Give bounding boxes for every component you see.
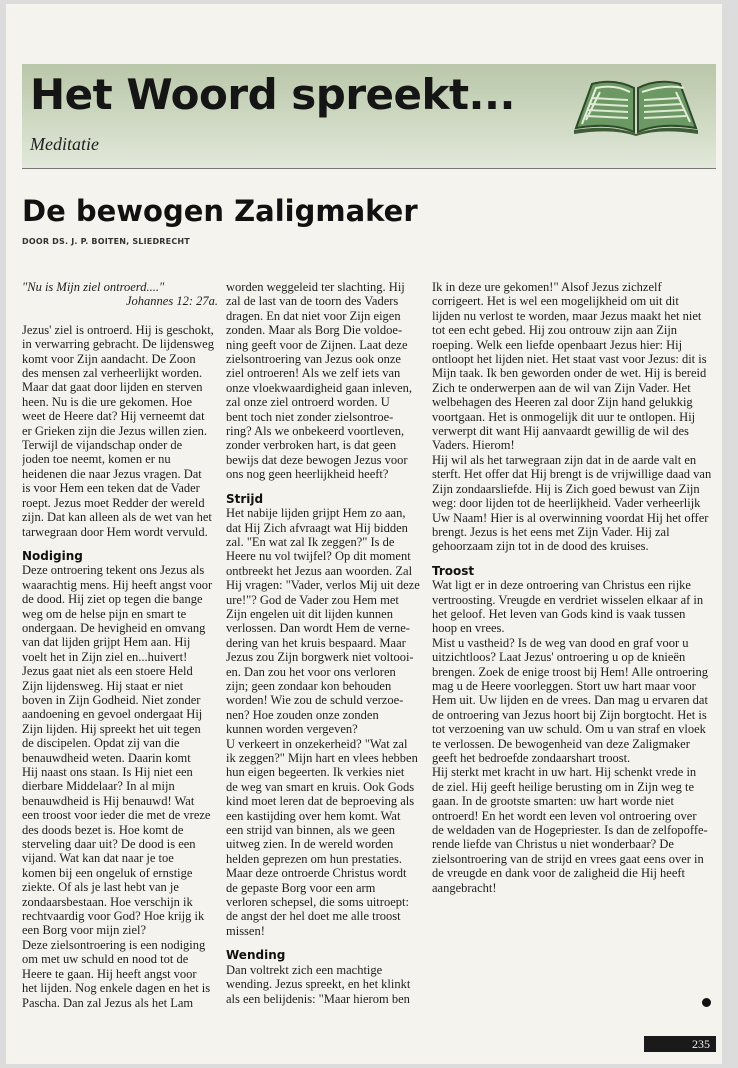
text-line: zal onze ziel ontroerd worden. U: [226, 395, 390, 410]
text-line: een kastijding over hem komt. Wat: [226, 808, 401, 823]
text-line: zondaarsbestaan. Hoe verschijn ik: [22, 894, 193, 909]
text-line: Maar deze ontroerde Christus wordt: [226, 866, 407, 881]
text-line: ure!"? God de Vader zou Hem met: [226, 592, 399, 607]
text-line: hoop en vrees.: [432, 621, 505, 636]
text-line: gehoorzaam zijn tot in de dood des kruises.: [432, 539, 649, 554]
text-line: Deze zielsontroering is een nodiging: [22, 937, 206, 952]
text-line: en. Dan zou het voor ons verloren: [226, 664, 396, 679]
text-line: Wat ligt er in deze ontroering van Christus een rijke: [432, 578, 691, 593]
text-line: kind moet leren dat de beproeving als: [226, 794, 415, 809]
text-line: te verlossen. De bewogenheid van deze Zaligmaker: [432, 736, 690, 751]
text-line: de weldaden van de Hogepriester. Is dan de zelfopoffe-: [432, 823, 708, 838]
text-line: waarachtig mens. Hij heeft angst voor: [22, 577, 213, 592]
text-line: tarwegraan door Hem wordt vervuld.: [22, 524, 208, 539]
text-line: komt voor Zijn aandacht. De Zoon: [22, 351, 196, 366]
text-line: sterveling daar uit? De dood is een: [22, 837, 196, 852]
text-line: bent toch niet zonder zielsontroe-: [226, 409, 394, 424]
text-line: ning geeft voor de Zijnen. Laat deze: [226, 337, 408, 352]
text-line: voelt het in Zijn ziel en...huivert!: [22, 649, 188, 664]
text-line: Zijn zondaarsliefde. Hij is Zich goed bewust van Zijn: [432, 481, 700, 496]
section-heading: Troost: [432, 563, 475, 578]
text-line: hun eigen begeerten. Ik verkies niet: [226, 765, 405, 780]
text-line: Pascha. Dan zal Jezus als het Lam: [22, 995, 194, 1010]
text-line: aangebracht!: [432, 880, 497, 895]
text-line: Heere te gaan. Hij heeft angst voor: [22, 966, 197, 981]
text-column-2: [226, 280, 426, 1006]
text-line: roeping. Welk een liefde openbaart Jezus hier: Hij: [432, 337, 683, 352]
text-line: ontroerd! En het wordt een leven vol ontroering over: [432, 808, 697, 823]
masthead-banner: [22, 64, 716, 168]
text-line: zonder verbroken hart, is dat geen: [226, 438, 397, 453]
text-line: de ziel. Hij geeft heilige berusting om in Zijn weg te: [432, 779, 695, 794]
section-heading: Strijd: [226, 491, 264, 506]
text-line: er Grieken zijn die Jezus willen zien.: [22, 423, 207, 438]
text-line: tot verzoening van uw schuld. Om u van straf en vloek: [432, 722, 706, 737]
masthead-title: Het Woord spreekt...: [30, 70, 515, 119]
text-line: aandoening en gevoel ondergaat Hij: [22, 707, 203, 722]
article-byline: DOOR DS. J. P. BOITEN, SLIEDRECHT: [22, 237, 190, 246]
text-line: Zijn lijdensweg. Hij staat er niet: [22, 678, 184, 693]
text-line: Hem uit. Uw lijden en de vrees. Dan mag u ervaren dat: [432, 693, 708, 708]
text-line: dierbare Middelaar? In al mijn: [22, 779, 175, 794]
text-line: wending. Jezus spreekt, en het klinkt: [226, 977, 411, 992]
text-line: zielsontroering van de strijd en vrees gaat eens over in: [432, 851, 704, 866]
text-line: roept. Jezus moet Redder der wereld: [22, 495, 205, 510]
text-line: Jezus' ziel is ontroerd. Hij is geschokt,: [22, 322, 214, 337]
text-line: een troost voor ieder die met de vreze: [22, 808, 211, 823]
text-line: des doods bezet is. Hoe komt de: [22, 822, 184, 837]
text-line: vertroosting. Vreugde en verdriet wisselen elkaar af in: [432, 592, 704, 607]
text-line: worden! Wie zou de schuld verzoe-: [226, 693, 404, 708]
bullet-icon: [702, 998, 711, 1007]
text-line: Mijn taak. Ik ben geworden onder de wet. Hij is bereid: [432, 366, 707, 381]
paragraph-gap: [22, 309, 218, 323]
text-line: lijden nu verlost te worden, maar Jezus maakt het niet: [432, 308, 702, 323]
text-line: om met uw schuld en nood tot de: [22, 952, 189, 967]
text-line: rende liefde van Christus u niet wonderbaar? De: [432, 837, 674, 852]
text-line: Het nabije lijden grijpt Hem zo aan,: [226, 506, 406, 521]
text-line: ontbreekt het Jezus aan woorden. Zal: [226, 563, 413, 578]
text-line: Terwijl de vijandschap onder de: [22, 438, 183, 453]
page-number: 235: [692, 1037, 710, 1051]
text-line: is voor Hem een teken dat de Vader: [22, 481, 200, 496]
text-line: des mensen zal verheerlijkt worden.: [22, 366, 203, 381]
quote-line: Johannes 12: 27a.: [126, 294, 218, 309]
text-line: de dood. Hij ziet op tegen die bange: [22, 592, 203, 607]
text-line: brengen. Zoek de enige troost bij Hem! Alle ontroering: [432, 664, 708, 679]
text-line: uitweg zien. In de wereld worden: [226, 837, 394, 852]
text-line: mag u de Heere voorleggen. Stort uw hart maar voor: [432, 678, 696, 693]
text-line: zonden. Maar als Borg Die voldoe-: [226, 323, 403, 338]
text-line: welbehagen des Heeren zal door Zijn hand gelukkig: [432, 395, 693, 410]
text-line: de gepaste Borg voor een arm: [226, 880, 376, 895]
text-line: benauwdheid is Hij benauwd! Wat: [22, 793, 195, 808]
text-line: zal de last van de toorn des Vaders: [226, 294, 399, 309]
text-line: een Borg voor mijn ziel?: [22, 923, 147, 938]
text-line: ziel ontroeren! Als we zelf iets van: [226, 366, 401, 381]
text-column-3: [432, 280, 716, 895]
text-line: zijn; geen zondaar kon behouden: [226, 678, 392, 693]
text-line: heen. Nu is die ure gekomen. Hoe: [22, 394, 193, 409]
text-line: Maar dat gaat door lijden en sterven: [22, 380, 203, 395]
text-line: heidenen die naar Jezus vragen. Dat: [22, 466, 202, 481]
text-line: van dat lijden grijpt Hem aan. Hij: [22, 635, 191, 650]
text-line: gaan. In de grootste smarten: uw hart worde niet: [432, 794, 674, 809]
text-line: de weg van smart en kruis. Ook Gods: [226, 779, 415, 794]
article-title: De bewogen Zaligmaker: [22, 194, 418, 228]
text-line: zijn. Dat kan alleen als de wet van het: [22, 510, 212, 525]
text-line: Jezus gaat niet als een stoere Held: [22, 664, 193, 679]
text-line: Jezus zou Zijn borgwerk niet voltooi-: [226, 650, 414, 665]
page-number-bar: [644, 1036, 716, 1052]
text-line: ondergaan. De hevigheid en omvang: [22, 620, 206, 635]
text-line: boven in Zijn Godheid. Niet zonder: [22, 692, 201, 707]
text-line: benauwdheid weten. Daarin komt: [22, 750, 191, 765]
text-line: in verwarring gebracht. De lijdensweg: [22, 337, 214, 352]
text-line: corrigeert. Het is wel een mogelijkheid om uit dit: [432, 294, 679, 309]
text-line: voortgaan. Het is onmogelijk dit uur te ontlopen. Hij: [432, 409, 696, 424]
text-line: missen!: [226, 923, 265, 938]
text-line: Hij vragen: "Vader, verlos Mij uit deze: [226, 578, 420, 593]
text-line: vijand. Wat kan dat naar je toe: [22, 851, 174, 866]
section-heading: Nodiging: [22, 548, 83, 563]
text-line: weg: door lijden tot de heerlijkheid. Vader verheerlijk: [432, 496, 701, 511]
text-line: weg om de helse pijn en smart te: [22, 606, 187, 621]
masthead-subtitle: Meditatie: [30, 134, 99, 154]
text-line: Heere nu vol twijfel? Op dit moment: [226, 549, 411, 564]
text-line: een strijd van binnen, als we geen: [226, 823, 396, 838]
text-line: ziekte. Of als je last hebt van je: [22, 880, 179, 895]
quote-line: "Nu is Mijn ziel ontroerd....": [22, 280, 165, 294]
text-line: het geloof. Het leven van Gods kind is vaak tussen: [432, 606, 686, 621]
text-line: Zijn engelen uit dit lijden kunnen: [226, 606, 393, 621]
text-line: Dan voltrekt zich een machtige: [226, 962, 383, 977]
text-line: Vaders. Hierom!: [432, 438, 515, 453]
text-line: komen bij een ongeluk of ernstige: [22, 865, 193, 880]
text-line: nen? Hoe zouden onze zonden: [226, 707, 379, 722]
text-line: ring? Als we onbekeerd voortleven,: [226, 424, 405, 439]
magazine-page: [6, 4, 722, 1064]
text-line: geeft het bedroefde zondaarshart troost.: [432, 751, 631, 765]
text-line: onze vloekwaardigheid gaan inleven,: [226, 380, 413, 395]
text-line: ontloopt het lijden niet. Het staat vast voor Jezus: dit is: [432, 352, 707, 367]
text-column-1: [22, 280, 218, 1010]
text-line: dering van het kruis bespaard. Maar: [226, 635, 406, 650]
text-line: zal. "En wat zal Ik zeggen?" Is de: [226, 534, 395, 549]
text-line: tot een echt gebed. Hij zou ontrouw zijn aan Zijn: [432, 323, 678, 338]
text-line: helden geprezen om hun prestaties.: [226, 851, 402, 866]
text-line: sterft. Het offer dat Hij brengt is de vrijwillige daad van: [432, 467, 712, 482]
text-line: verwerpt dit want Hij aanvaardt gewillig de wil des: [432, 424, 689, 439]
text-line: het lijden. Nog enkele dagen en het is: [22, 981, 211, 996]
text-line: de vreugde en dank voor de zaligheid die Hij heeft: [432, 866, 686, 881]
text-line: joden toe neemt, komen er nu: [22, 452, 171, 467]
text-line: Mist u vastheid? Is de weg van dood en graf voor u: [432, 635, 689, 650]
text-line: U verkeert in onzekerheid? "Wat zal: [226, 736, 408, 751]
text-line: ik zeggen?" Mijn hart en vlees hebben: [226, 751, 418, 765]
open-book-icon: [572, 70, 700, 136]
text-line: weet de Heere dat? Hij verneemt dat: [22, 409, 205, 424]
text-line: Zijn lijden. Hij spreekt het uit tegen: [22, 721, 201, 736]
text-line: verloren schepsel, die soms uitroept:: [226, 895, 409, 910]
text-line: de discipelen. Opdat zij van die: [22, 736, 180, 751]
text-line: Zich te onderwerpen aan de wil van Zijn Vader. Het: [432, 380, 691, 395]
text-line: Hij wil als het tarwegraan zijn dat in de aarde valt en: [432, 452, 697, 467]
text-line: worden weggeleid ter slachting. Hij: [226, 280, 405, 294]
text-line: dragen. En dat niet voor Zijn eigen: [226, 308, 401, 323]
text-line: Hij sterkt met kracht in uw hart. Hij schenkt vrede in: [432, 765, 697, 780]
text-line: rechtvaardig voor God? Hoe krijg ik: [22, 909, 205, 924]
section-heading: Wending: [226, 948, 286, 963]
text-line: als een belijdenis: "Maar hierom ben: [226, 991, 410, 1006]
text-line: Uw Naam! Hier is al overwinning voordat Hij het offer: [432, 510, 709, 525]
text-line: verlossen. Dan wordt Hem de verne-: [226, 621, 410, 636]
text-line: bewijs dat deze bewogen Jezus voor: [226, 452, 408, 467]
text-line: brengt. Jezus is het eens met Zijn Vader. Hij zal: [432, 524, 670, 539]
text-line: zielsontroering van Jezus ook onze: [226, 352, 401, 367]
text-line: dat Hij Zich afvraagt wat Hij bidden: [226, 520, 408, 535]
text-line: Hij naast ons staan. Is Hij niet een: [22, 765, 193, 779]
text-line: de angst der hel doet me alle troost: [226, 909, 401, 924]
text-line: Deze ontroering tekent ons Jezus als: [22, 563, 205, 578]
text-line: de ontroering van Jezus hoort bij Zijn borgtocht. Het is: [432, 707, 707, 722]
text-line: kunnen worden vergeven?: [226, 722, 358, 737]
text-line: ons nog geen heerlijkheid heeft?: [226, 467, 389, 482]
text-line: uitzichtloos? Laat Jezus' ontroering u op de knieën: [432, 650, 686, 665]
header-divider: [22, 168, 716, 169]
text-line: Ik in deze ure gekomen!" Alsof Jezus zichzelf: [432, 280, 662, 294]
